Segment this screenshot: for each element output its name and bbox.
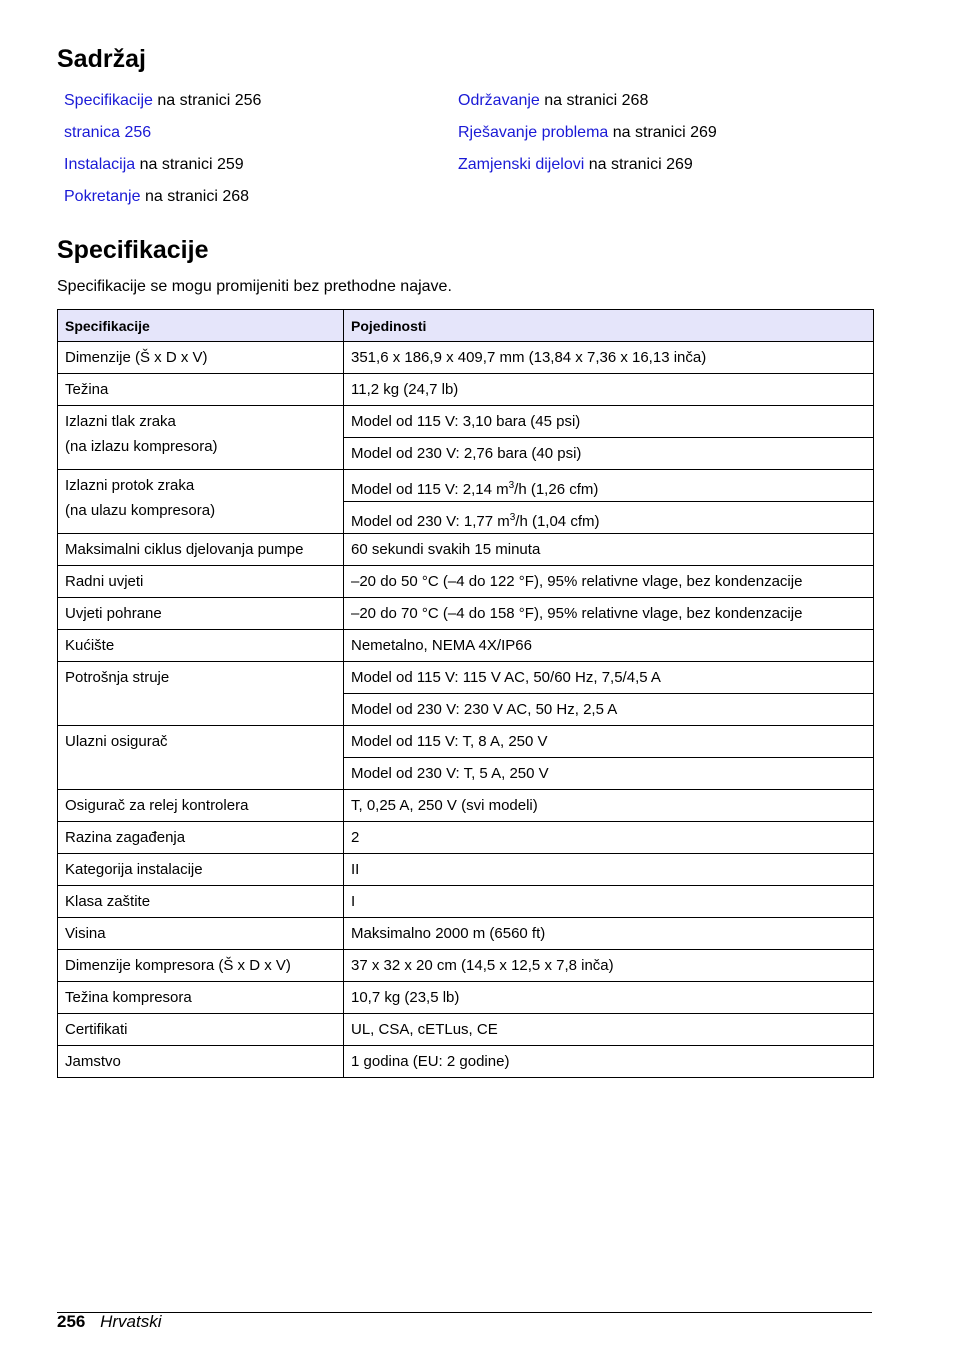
table-row: [58, 982, 874, 1014]
spec-detail: Model od 230 V: T, 5 A, 250 V: [351, 765, 549, 782]
toc-item: [458, 90, 848, 122]
specifications-table: [57, 309, 874, 1078]
table-row: [58, 854, 874, 886]
page-footer: [57, 1311, 162, 1333]
spec-name-cell: [58, 982, 344, 1014]
table-row: [58, 374, 874, 406]
table-header-row: [58, 310, 874, 342]
spec-name: Izlazni protok zraka: [65, 477, 195, 494]
spec-detail-cell: [344, 854, 874, 886]
spec-detail: II: [351, 861, 360, 878]
spec-detail: Model od 115 V: 2,14 m: [351, 481, 509, 498]
spec-detail-cell: [344, 598, 874, 630]
spec-detail: Model od 230 V: 2,76 bara (40 psi): [351, 445, 582, 462]
spec-detail: 11,2 kg (24,7 lb): [351, 381, 459, 398]
spec-detail-cell: [344, 662, 874, 694]
spec-detail-cell: [344, 950, 874, 982]
toc-item: [64, 186, 454, 218]
spec-name: Kućište: [65, 637, 115, 654]
spec-detail-cell: [344, 918, 874, 950]
spec-name-note: (na izlazu kompresora): [65, 438, 218, 455]
footer-language: Hrvatski: [100, 1312, 162, 1331]
spec-name-cell: [58, 598, 344, 630]
spec-name-cell: [58, 822, 344, 854]
spec-name-cell: [58, 918, 344, 950]
spec-detail-cell: [344, 342, 874, 374]
spec-detail-cell: [344, 1014, 874, 1046]
spec-detail: Model od 230 V: 1,77 m: [351, 513, 510, 530]
toc-title: Sadržaj: [57, 45, 146, 73]
toc-page-ref: na stranici 259: [135, 156, 244, 173]
table-row: [58, 1046, 874, 1078]
toc-item: [458, 122, 848, 154]
spec-detail: UL, CSA, cETLus, CE: [351, 1021, 498, 1038]
specifications-intro: Specifikacije se mogu promijeniti bez prethodne najave.: [57, 278, 452, 295]
spec-name-cell: [58, 406, 344, 470]
spec-detail-cell: [344, 502, 874, 534]
spec-name: Dimenzije (Š x D x V): [65, 349, 208, 366]
spec-detail-cell: [344, 630, 874, 662]
spec-name-cell: [58, 950, 344, 982]
spec-detail-superscript: 3: [508, 480, 515, 491]
spec-name: Izlazni tlak zraka: [65, 413, 176, 430]
spec-name-cell: [58, 374, 344, 406]
spec-name-cell: [58, 534, 344, 566]
toc-item: [458, 154, 848, 186]
table-row: [58, 822, 874, 854]
table-row: [58, 886, 874, 918]
spec-detail-cell: [344, 726, 874, 758]
spec-detail-cell: [344, 374, 874, 406]
table-row: [58, 918, 874, 950]
spec-detail-unit: /h (1,04 cfm): [515, 513, 600, 530]
spec-name-cell: [58, 886, 344, 918]
toc-item: [64, 154, 454, 186]
spec-name-cell: [58, 1046, 344, 1078]
toc-page-ref: na stranici 256: [152, 92, 262, 109]
spec-detail-cell: [344, 758, 874, 790]
spec-name-cell: [58, 470, 344, 534]
toc-item: [64, 122, 454, 154]
spec-detail: I: [351, 893, 356, 910]
table-row: [58, 630, 874, 662]
spec-name: Visina: [65, 925, 106, 942]
spec-detail-cell: [344, 886, 874, 918]
spec-name: Težina: [65, 381, 109, 398]
toc-link[interactable]: Rješavanje problema: [458, 124, 609, 141]
toc-link[interactable]: Instalacija: [64, 156, 136, 173]
page-number: 256: [57, 1312, 86, 1331]
table-row: [58, 406, 874, 438]
spec-name: Razina zagađenja: [65, 829, 186, 846]
toc-page-ref: na stranici 268: [539, 92, 649, 109]
spec-name: Osigurač za relej kontrolera: [65, 797, 249, 814]
spec-name: Dimenzije kompresora (Š x D x V): [65, 957, 291, 974]
spec-detail: 10,7 kg (23,5 lb): [351, 989, 460, 1006]
toc-page-ref: na stranici 268: [140, 188, 250, 205]
spec-name-note: (na ulazu kompresora): [65, 502, 216, 519]
spec-name-cell: [58, 854, 344, 886]
table-row: [58, 950, 874, 982]
spec-name: Certifikati: [65, 1021, 128, 1038]
spec-name-cell: [58, 342, 344, 374]
toc-link[interactable]: Zamjenski dijelovi: [458, 156, 585, 173]
toc-column-right: [458, 90, 848, 186]
spec-name: Maksimalni ciklus djelovanja pumpe: [65, 541, 304, 558]
spec-name-cell: [58, 566, 344, 598]
spec-detail-cell: [344, 694, 874, 726]
spec-detail-cell: [344, 406, 874, 438]
spec-detail: –20 do 50 °C (–4 do 122 °F), 95% relativne vlage, bez kondenzacije: [351, 573, 803, 590]
spec-name: Uvjeti pohrane: [65, 605, 162, 622]
spec-name: Kategorija instalacije: [65, 861, 203, 878]
spec-name: Jamstvo: [65, 1053, 121, 1070]
spec-detail: Maksimalno 2000 m (6560 ft): [351, 925, 546, 942]
spec-detail: 60 sekundi svakih 15 minuta: [351, 541, 541, 558]
spec-name: Težina kompresora: [65, 989, 192, 1006]
spec-detail-unit: /h (1,26 cfm): [514, 481, 599, 498]
spec-detail: –20 do 70 °C (–4 do 158 °F), 95% relativne vlage, bez kondenzacije: [351, 605, 803, 622]
table-row: [58, 598, 874, 630]
toc-link[interactable]: stranica 256: [64, 124, 152, 141]
spec-name-cell: [58, 790, 344, 822]
toc-link[interactable]: Pokretanje: [64, 188, 141, 205]
spec-detail: T, 0,25 A, 250 V (svi modeli): [351, 797, 538, 814]
spec-name: Ulazni osigurač: [65, 733, 168, 750]
spec-detail-cell: [344, 470, 874, 502]
toc-item: [64, 90, 454, 122]
spec-detail: 37 x 32 x 20 cm (14,5 x 12,5 x 7,8 inča): [351, 957, 614, 974]
table-row: [58, 1014, 874, 1046]
spec-detail-cell: [344, 1046, 874, 1078]
spec-detail: Nemetalno, NEMA 4X/IP66: [351, 637, 532, 654]
spec-detail: Model od 115 V: 115 V AC, 50/60 Hz, 7,5/4,5 A: [351, 669, 661, 686]
spec-detail-cell: [344, 566, 874, 598]
header-details: Pojedinosti: [344, 310, 874, 342]
spec-detail: Model od 115 V: 3,10 bara (45 psi): [351, 413, 581, 430]
spec-detail-cell: [344, 982, 874, 1014]
table-row: [58, 566, 874, 598]
toc-page-ref: na stranici 269: [584, 156, 693, 173]
spec-name-cell: [58, 1014, 344, 1046]
spec-name-cell: [58, 630, 344, 662]
table-row: [58, 726, 874, 758]
table-row: [58, 534, 874, 566]
table-row: [58, 790, 874, 822]
toc-page-ref: na stranici 269: [608, 124, 717, 141]
specifications-title: Specifikacije: [57, 236, 209, 264]
toc-column-left: [64, 90, 454, 218]
spec-detail: 1 godina (EU: 2 godine): [351, 1053, 510, 1070]
spec-detail: Model od 230 V: 230 V AC, 50 Hz, 2,5 A: [351, 701, 618, 718]
spec-name: Radni uvjeti: [65, 573, 144, 590]
table-row: [58, 470, 874, 502]
toc-link[interactable]: Specifikacije: [64, 92, 153, 109]
table-row: [58, 662, 874, 694]
spec-detail-cell: [344, 822, 874, 854]
spec-name: Potrošnja struje: [65, 669, 170, 686]
spec-detail: 2: [351, 829, 360, 846]
header-specifications: Specifikacije: [58, 310, 344, 342]
spec-detail-superscript: 3: [509, 512, 516, 523]
spec-detail: 351,6 x 186,9 x 409,7 mm (13,84 x 7,36 x 16,13 inča): [351, 349, 707, 366]
spec-name-cell: [58, 662, 344, 726]
spec-name: Klasa zaštite: [65, 893, 151, 910]
spec-detail: Model od 115 V: T, 8 A, 250 V: [351, 733, 548, 750]
footer-divider: [57, 1312, 872, 1313]
spec-detail-cell: [344, 534, 874, 566]
spec-name-cell: [58, 726, 344, 790]
spec-detail-cell: [344, 790, 874, 822]
toc-link[interactable]: Održavanje: [458, 92, 540, 109]
table-row: [58, 342, 874, 374]
spec-detail-cell: [344, 438, 874, 470]
